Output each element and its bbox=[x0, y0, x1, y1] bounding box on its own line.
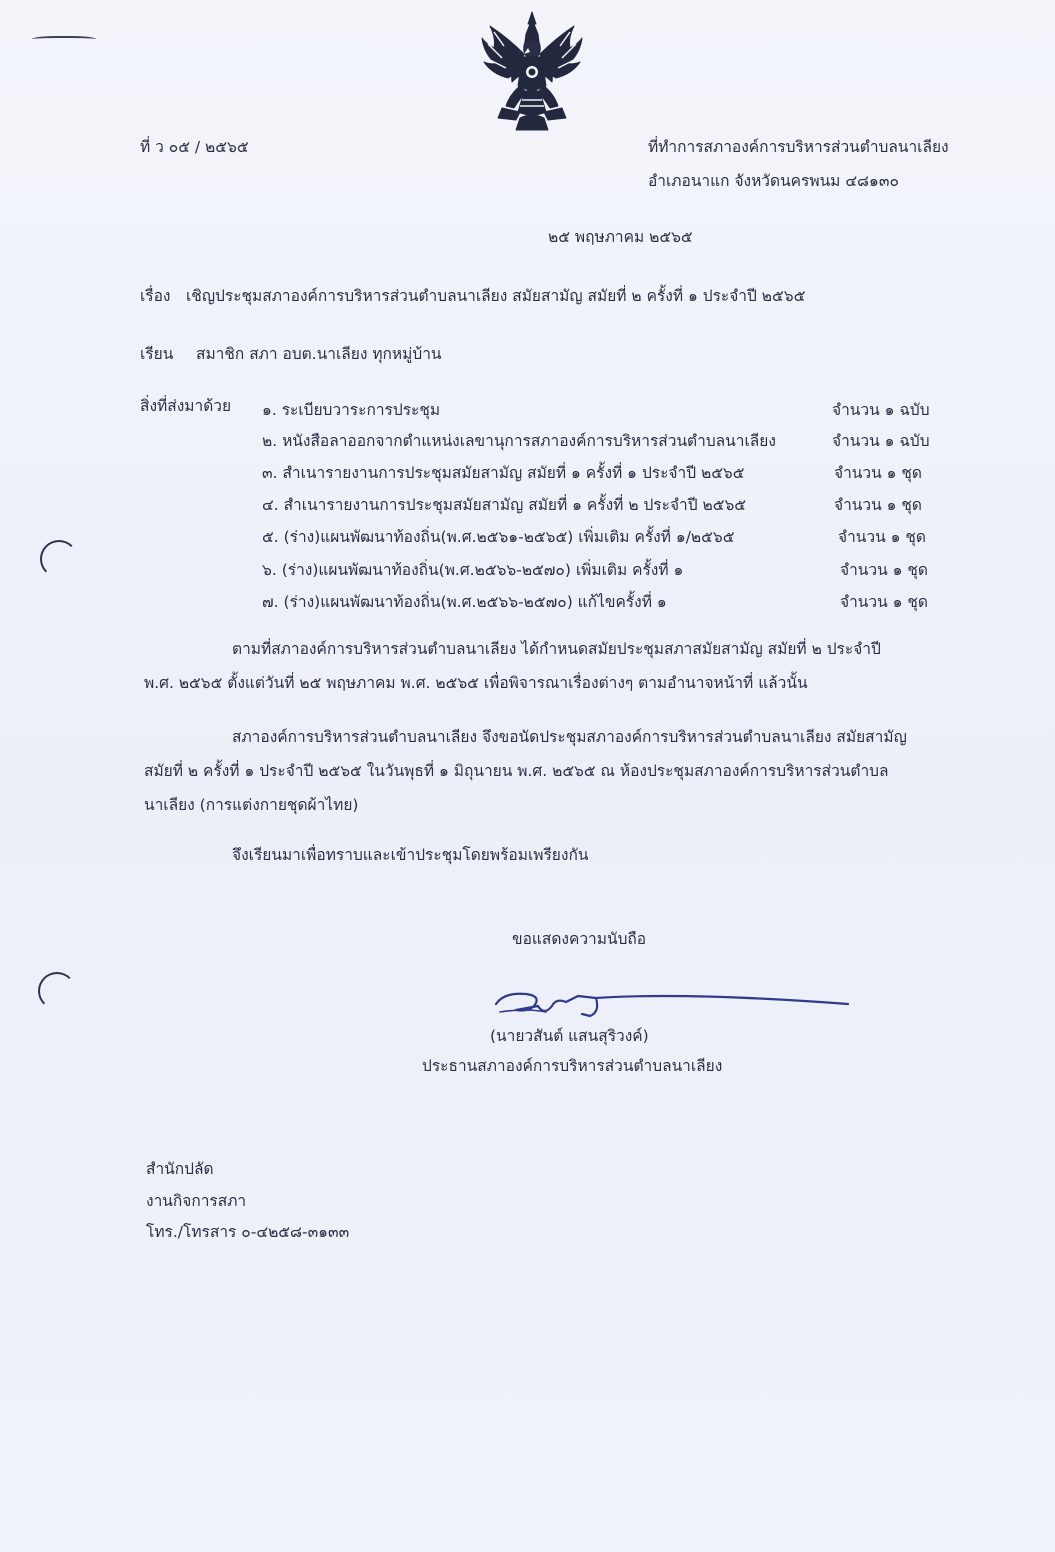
body-paragraph-2-line-1: สภาองค์การบริหารส่วนตำบลนาเลียง จึงขอนัดประชุมสภาองค์การบริหารส่วนตำบลนาเลียง สมัยสามัญ bbox=[232, 728, 907, 746]
garuda-emblem-icon bbox=[476, 8, 588, 132]
footer-phone: โทร./โทรสาร ๐-๔๒๕๘-๓๑๓๓ bbox=[146, 1223, 350, 1241]
body-paragraph-3: จึงเรียนมาเพื่อทราบและเข้าประชุมโดยพร้อมเพรียงกัน bbox=[232, 846, 589, 864]
attachment-count: จำนวน ๑ ชุด bbox=[840, 593, 928, 611]
recipient-text: สมาชิก สภา อบต.นาเลียง ทุกหมู่บ้าน bbox=[196, 345, 442, 363]
letter-date: ๒๕ พฤษภาคม ๒๕๖๕ bbox=[548, 228, 693, 246]
punch-hole-bottom bbox=[38, 972, 76, 1010]
attachments-label: สิ่งที่ส่งมาด้วย bbox=[140, 397, 232, 415]
attachment-count: จำนวน ๑ ชุด bbox=[838, 528, 926, 546]
body-paragraph-2-line-2: สมัยที่ ๒ ครั้งที่ ๑ ประจำปี ๒๕๖๕ ในวันพุธที่ ๑ มิถุนายน พ.ศ. ๒๕๖๕ ณ ห้องประชุมสภาองค์การบริหารส่วนตำบล bbox=[144, 762, 889, 780]
punch-hole-top bbox=[40, 540, 78, 578]
attachment-item: ๑. ระเบียบวาระการประชุม bbox=[262, 401, 441, 419]
attachment-count: จำนวน ๑ ชุด bbox=[840, 561, 928, 579]
footer-office: สำนักปลัด bbox=[146, 1160, 214, 1178]
body-paragraph-1-line-2: พ.ศ. ๒๕๖๕ ตั้งแต่วันที่ ๒๕ พฤษภาคม พ.ศ. ๒๕๖๕ เพื่อพิจารณาเรื่องต่างๆ ตามอำนาจหน้าที่ แล้วนั้น bbox=[144, 674, 808, 692]
attachment-item: ๓. สำเนารายงานการประชุมสมัยสามัญ สมัยที่ ๑ ครั้งที่ ๑ ประจำปี ๒๕๖๕ bbox=[262, 464, 745, 482]
attachment-item: ๔. สำเนารายงานการประชุมสมัยสามัญ สมัยที่ ๑ ครั้งที่ ๒ ประจำปี ๒๕๖๕ bbox=[262, 496, 747, 514]
attachment-item: ๗. (ร่าง)แผนพัฒนาท้องถิ่น(พ.ศ.๒๕๖๖-๒๕๗๐) แก้ไขครั้งที่ ๑ bbox=[262, 593, 667, 611]
recipient-label: เรียน bbox=[140, 345, 174, 363]
attachment-item: ๕. (ร่าง)แผนพัฒนาท้องถิ่น(พ.ศ.๒๕๖๑-๒๕๖๕) เพิ่มเติม ครั้งที่ ๑/๒๕๖๕ bbox=[262, 528, 735, 546]
footer-section: งานกิจการสภา bbox=[146, 1192, 247, 1210]
attachment-item: ๖. (ร่าง)แผนพัฒนาท้องถิ่น(พ.ศ.๒๕๖๖-๒๕๗๐) เพิ่มเติม ครั้งที่ ๑ bbox=[262, 561, 684, 579]
body-paragraph-2-line-3: นาเลียง (การแต่งกายชุดผ้าไทย) bbox=[144, 796, 359, 814]
subject-text: เชิญประชุมสภาองค์การบริหารส่วนตำบลนาเลียง สมัยสามัญ สมัยที่ ๒ ครั้งที่ ๑ ประจำปี ๒๕๖๕ bbox=[186, 287, 806, 305]
attachment-count: จำนวน ๑ ชุด bbox=[834, 464, 922, 482]
signature-scribble bbox=[486, 982, 856, 1028]
attachment-count: จำนวน ๑ ฉบับ bbox=[832, 401, 930, 419]
attachment-item: ๒. หนังสือลาออกจากตำแหน่งเลขานุการสภาองค์การบริหารส่วนตำบลนาเลียง bbox=[262, 432, 776, 450]
closing-salutation: ขอแสดงความนับถือ bbox=[512, 930, 647, 948]
office-address-line1: ที่ทำการสภาองค์การบริหารส่วนตำบลนาเลียง bbox=[648, 138, 949, 156]
attachment-count: จำนวน ๑ ฉบับ bbox=[832, 432, 930, 450]
signer-name: (นายวสันต์ แสนสุริวงค์) bbox=[490, 1027, 649, 1045]
office-address-line2: อำเภอนาแก จังหวัดนครพนม ๔๘๑๓๐ bbox=[648, 172, 899, 190]
attachment-count: จำนวน ๑ ชุด bbox=[834, 496, 922, 514]
signer-title: ประธานสภาองค์การบริหารส่วนตำบลนาเลียง bbox=[422, 1057, 723, 1075]
document-number: ที่ ว ๐๕ / ๒๕๖๕ bbox=[140, 138, 249, 156]
body-paragraph-1-line-1: ตามที่สภาองค์การบริหารส่วนตำบลนาเลียง ได้กำหนดสมัยประชุมสภาสมัยสามัญ สมัยที่ ๒ ประจำปี bbox=[232, 640, 881, 658]
edge-mark bbox=[32, 36, 96, 44]
subject-label: เรื่อง bbox=[140, 287, 171, 305]
